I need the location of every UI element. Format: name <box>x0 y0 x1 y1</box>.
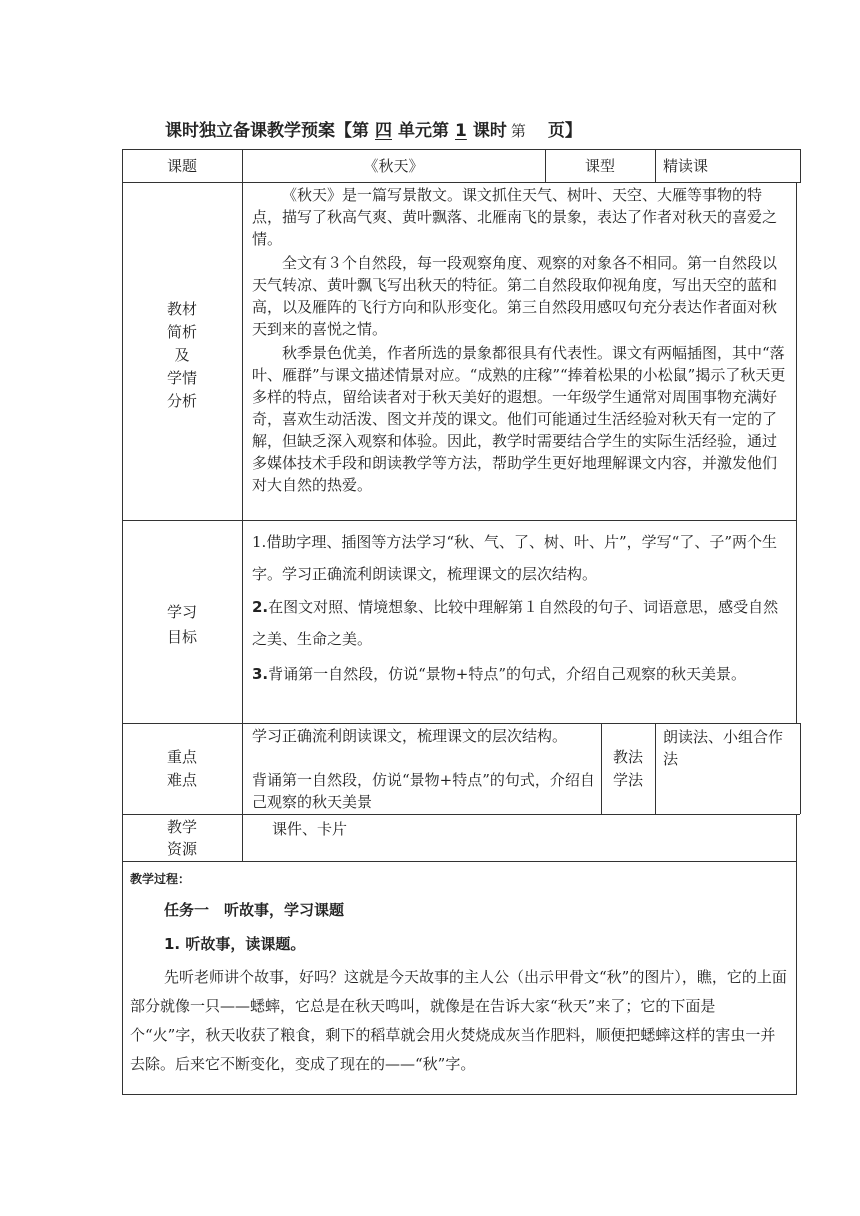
label-line: 目标 <box>166 628 197 646</box>
table-line <box>122 182 801 183</box>
title-mid: 单元第 <box>398 121 449 141</box>
objective-number: 3. <box>252 665 269 683</box>
objective-item-1 <box>252 526 790 590</box>
label-line: 简析 <box>166 323 197 341</box>
key-point-2: 背诵第一自然段，仿说“景物+特点”的句式，介绍自己观察的秋天美景 <box>252 771 595 811</box>
lesson-type-label: 课型 <box>584 157 615 175</box>
label-line: 学法 <box>612 771 643 789</box>
key-point-1: 学习正确流利朗读课文，梳理课文的层次结构。 <box>252 727 568 745</box>
table-line <box>655 723 656 814</box>
objective-item-3 <box>252 658 790 690</box>
table-line <box>122 861 796 862</box>
table-line <box>122 149 801 150</box>
step-heading: 1. 听故事，读课题。 <box>164 935 306 953</box>
label-line: 及 <box>174 346 190 364</box>
objective-text: 在图文对照、情境想象、比较中理解第１自然段的句子、词语意思，感受自然之美、生命之美。 <box>252 598 779 648</box>
title-lesson: 1 <box>455 121 467 141</box>
objective-number: 1. <box>252 533 267 551</box>
lesson-type-value: 精读课 <box>663 157 709 175</box>
process-heading: 教学过程： <box>130 872 191 886</box>
topic-value: 《秋天》 <box>363 157 424 175</box>
label-line: 教材 <box>166 300 197 318</box>
label-line: 难点 <box>166 771 197 789</box>
method-label <box>601 746 655 792</box>
analysis-paragraph-3: 秋季景色优美，作者所选的景象都很具有代表性。课文有两幅插图，其中“落叶、雁群”与课文描述情景对应。“成熟的庄稼”“捧着松果的小松鼠”揭示了秋天更多样的特点，留给读者对于秋天美好的遐想。一年级学生通常对周围事物充满好奇，喜欢生动活泼、图文并茂的课文。他们可能通过生活经验对秋天有一定的了解，但缺乏深入观察和体验。因此，教学时需要结合学生的实际生活经验，通过多媒体技术手段和朗读教学等方法，帮助学生更好地理解课文内容，并激发他们对大自然的热爱。 <box>252 344 786 494</box>
table-line <box>122 520 796 521</box>
table-line <box>796 182 797 723</box>
objective-item-2 <box>252 591 790 655</box>
analysis-paragraph-2: 全文有３个自然段，每一段观察角度、观察的对象各不相同。第一自然段以天气转凉、黄叶飘飞写出秋天的特征。第二自然段取仰视角度，写出天空的蓝和高，以及雁阵的飞行方向和队形变化。第三自然段用感叹句充分表达作者面对秋天到来的喜悦之情。 <box>252 254 778 338</box>
task-heading: 任务一 听故事，学习课题 <box>164 901 345 919</box>
label-line: 资源 <box>166 840 197 858</box>
analysis-paragraph-1: 《秋天》是一篇写景散文。课文抓住天气、树叶、天空、大雁等事物的特点，描写了秋高气爽、黄叶飘落、北雁南飞的景象，表达了作者对秋天的喜爱之情。 <box>252 186 778 248</box>
process-paragraph: 先听老师讲个故事，好吗？这就是今天故事的主人公（出示甲骨文“秋”的图片），瞧，它的上面部分就像一只——蟋蟀，它总是在秋天鸣叫，就像是在告诉大家“秋天”来了；它的下面是个“火”字，秋天收获了粮食，剩下的稻草就会用火焚烧成灰当作肥料，顺便把蟋蟀这样的害虫一并去除。后来它不断变化，变成了现在的——“秋”字。 <box>130 968 787 1073</box>
label-line: 教法 <box>612 748 643 766</box>
key-points-label <box>122 746 242 792</box>
method-value: 朗读法、小组合作法 <box>663 728 784 768</box>
table-line <box>122 814 800 815</box>
table-line <box>800 149 801 182</box>
table-line <box>122 723 800 724</box>
title-page-end: 页】 <box>547 121 582 141</box>
label-line: 重点 <box>166 748 197 766</box>
objective-text: 背诵第一自然段，仿说“景物+特点”的句式，介绍自己观察的秋天美景。 <box>268 665 747 683</box>
title-page-label: 第 <box>510 122 526 140</box>
resources-value: 课件、卡片 <box>272 820 348 838</box>
label-line: 分析 <box>166 392 197 410</box>
title-suffix: 课时 <box>472 121 507 141</box>
objectives-label <box>122 600 242 650</box>
title-prefix: 课时独立备课教学预案【第 <box>165 121 369 141</box>
table-line <box>800 723 801 814</box>
objective-number: 2. <box>252 598 269 616</box>
title-unit: 四 <box>375 121 392 141</box>
label-line: 学习 <box>166 603 197 621</box>
label-line: 教学 <box>166 818 197 836</box>
page-title <box>165 116 582 141</box>
table-line <box>796 814 797 1095</box>
label-line: 学情 <box>166 369 197 387</box>
resources-label <box>122 816 242 860</box>
table-line <box>122 1094 796 1095</box>
table-line <box>242 149 243 861</box>
analysis-label <box>122 298 242 413</box>
topic-label: 课题 <box>166 157 197 175</box>
table-line <box>655 149 656 182</box>
objective-text: 借助字理、插图等方法学习“秋、气、了、树、叶、片”，学写“了、子”两个生字。学习正确流利朗读课文，梳理课文的层次结构。 <box>252 533 777 583</box>
